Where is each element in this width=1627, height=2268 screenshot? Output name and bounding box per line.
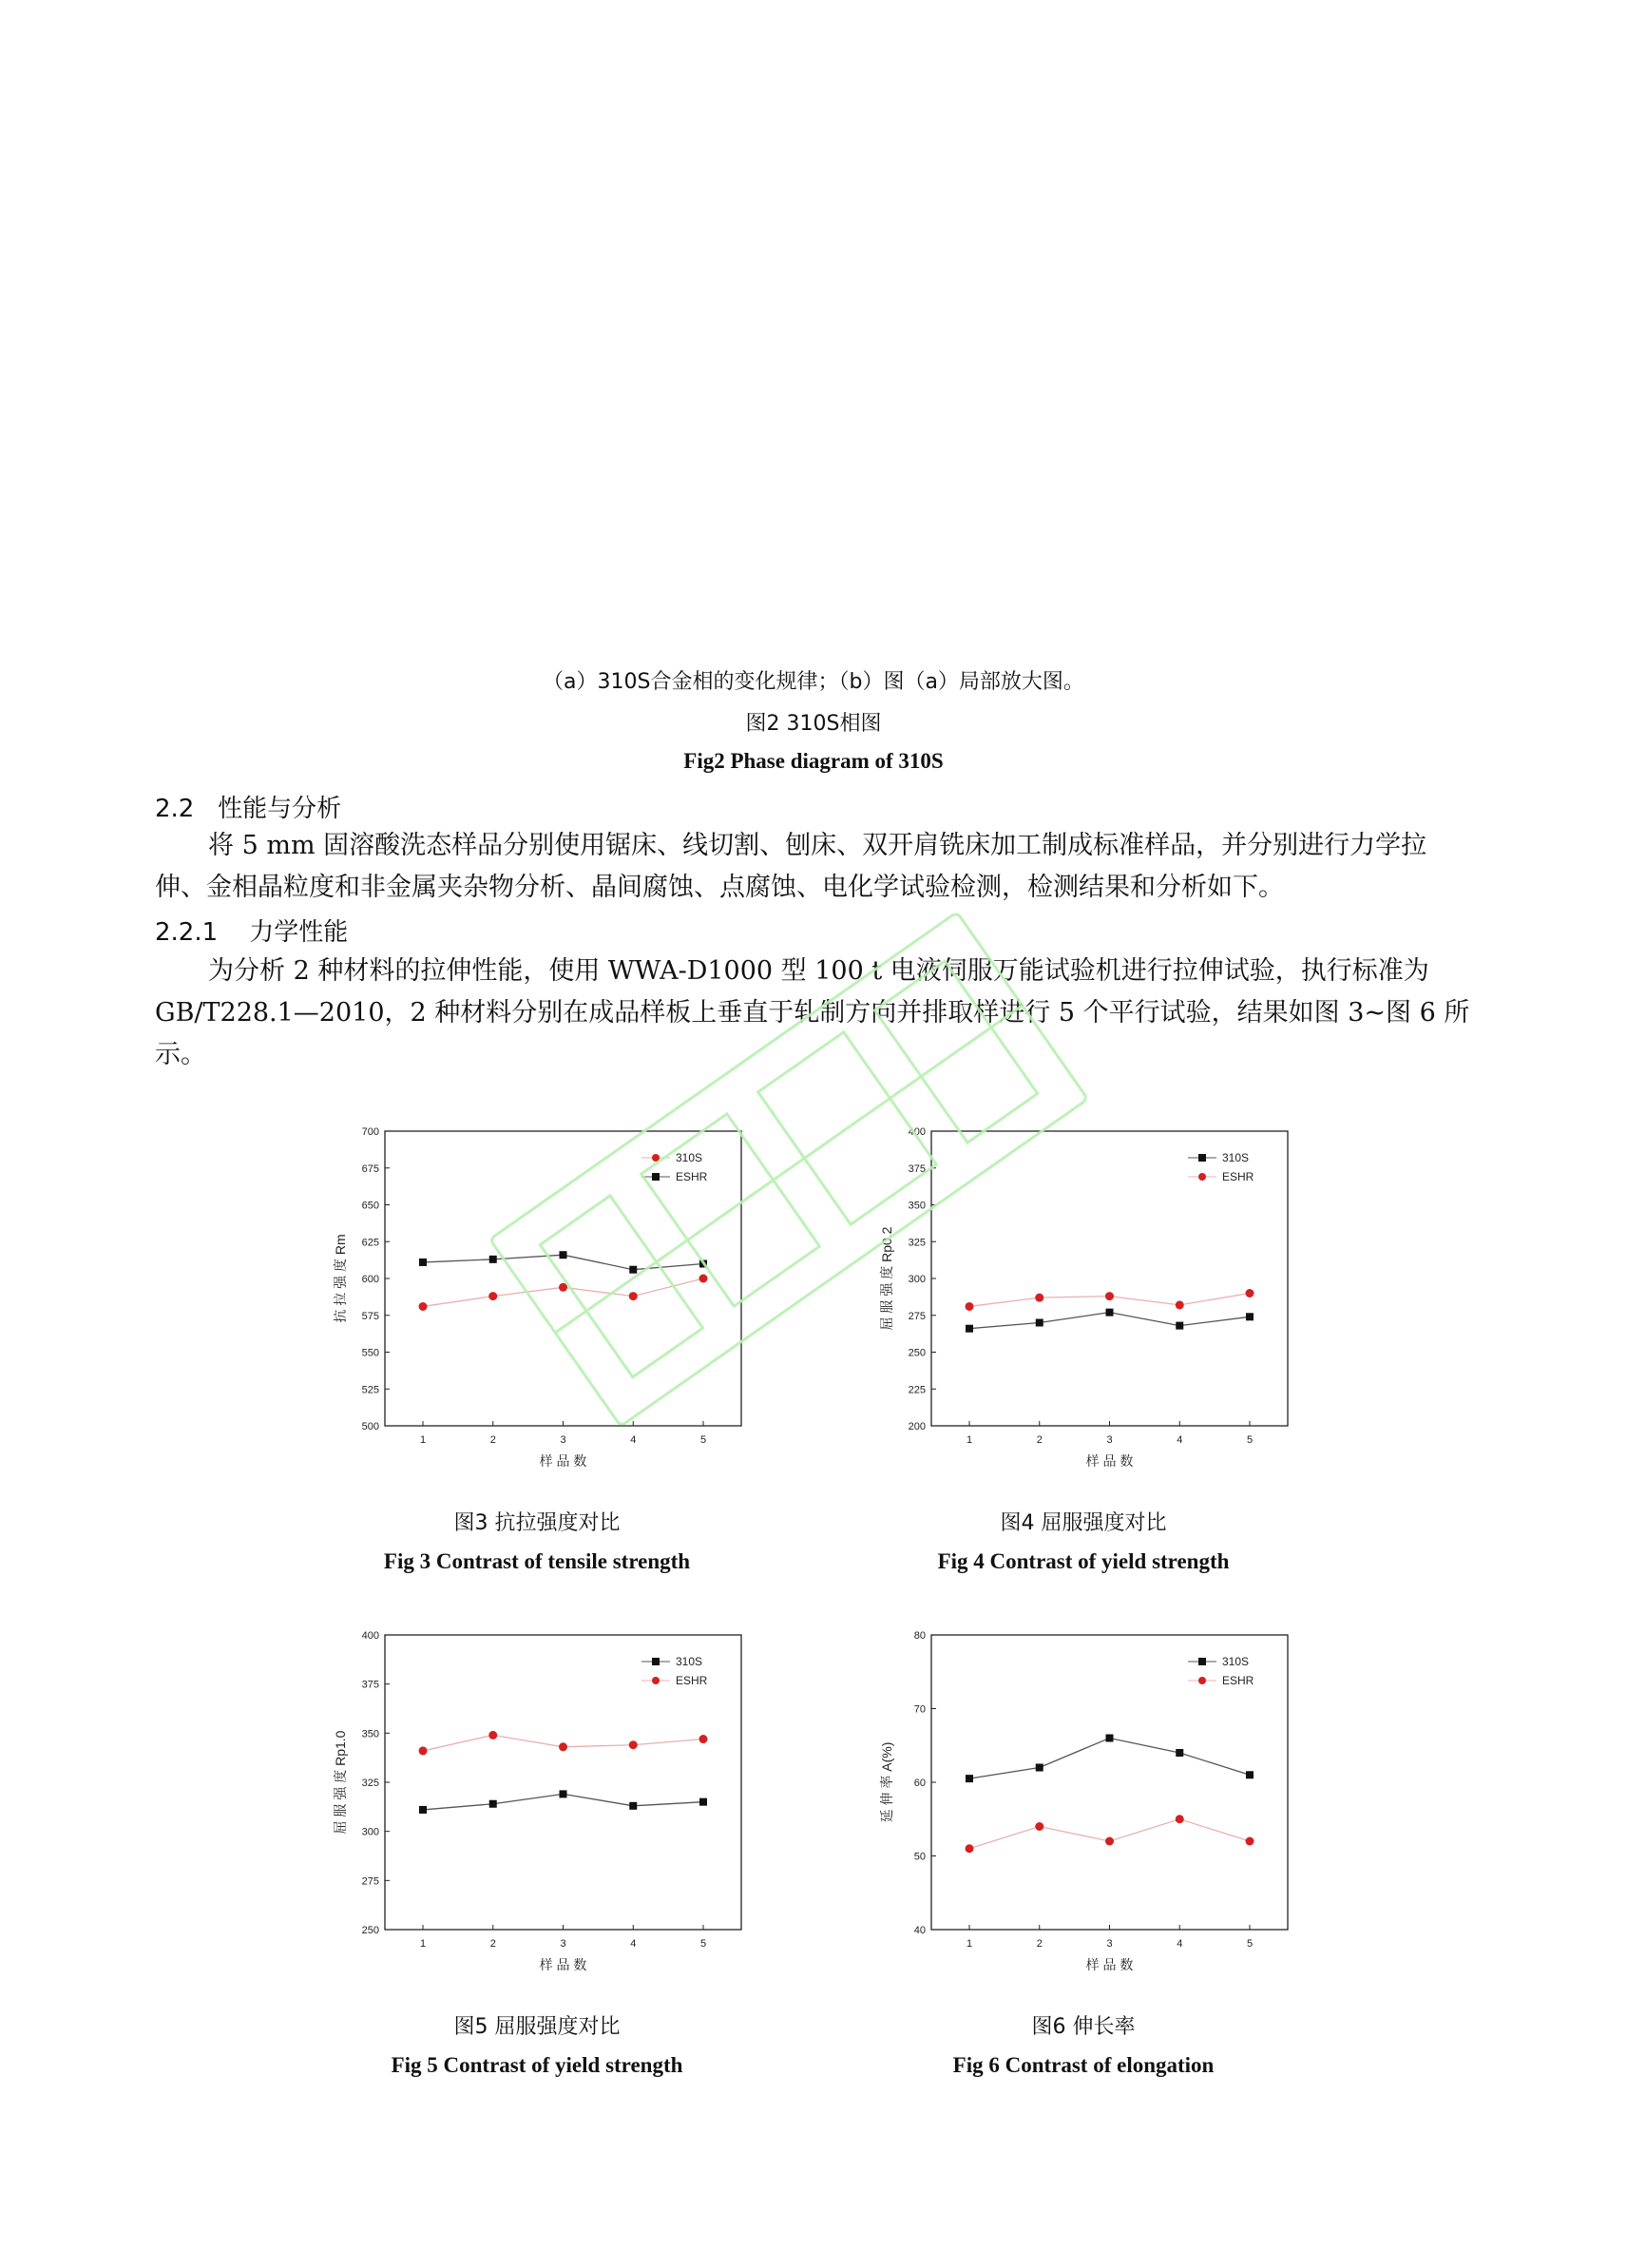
fig3-point-ESHR [699,1260,707,1268]
fig6-x-tick-label: 1 [966,1938,973,1950]
fig5-y-tick-label: 325 [361,1778,379,1789]
fig3-y-tick-label: 525 [361,1384,379,1396]
fig4-y-tick-label: 275 [908,1310,926,1322]
fig6-legend-label: ESHR [1222,1674,1254,1687]
fig5-point-310S [489,1800,497,1808]
subsection-title: 力学性能 [249,918,349,947]
fig4-legend-marker [1198,1154,1206,1162]
fig3-point-310S [559,1283,567,1292]
fig6-y-tick-label: 50 [913,1851,926,1863]
section-paragraph-2: 为分析 2 种材料的拉伸性能，使用 WWA-D1000 型 100 t 电液伺服万能试验机进行拉伸试验，执行标准为 GB/T228.1—2010，2 种材料分别在成品样板上垂直于轧制方向并排取样进行 5 个平行试验，结果如图 3~图 6 所示。 [155,956,1470,1069]
fig6-point-ESHR [1176,1815,1184,1823]
fig4-y-tick-label: 400 [908,1126,926,1138]
fig5-point-ESHR [629,1740,638,1749]
fig6-x-tick-label: 4 [1177,1938,1183,1950]
fig3-y-tick-label: 575 [361,1310,379,1322]
fig5-point-310S [699,1798,707,1806]
fig5-x-tick-label: 5 [699,1938,707,1950]
fig3-y-tick-label: 650 [361,1200,379,1212]
fig5-x-axis-label: 样 品 数 [539,1957,587,1972]
fig3-x-tick-label: 3 [560,1434,566,1446]
fig3-point-310S [699,1275,708,1283]
fig6-y-tick-label: 60 [913,1778,926,1789]
fig6-point-ESHR [1246,1837,1254,1846]
fig4-x-tick-label: 2 [1036,1434,1043,1446]
fig6-x-axis-label: 样 品 数 [1085,1957,1134,1972]
fig6-legend-marker [1198,1658,1206,1665]
fig5-legend-marker [652,1658,660,1665]
fig4-y-tick-label: 225 [908,1384,926,1396]
fig6-legend-label: 310S [1222,1655,1250,1668]
fig4-caption-cn: 图4 屈服强度对比 [1000,1511,1167,1535]
fig4-point-310S [966,1325,973,1333]
fig3-legend-marker [652,1154,660,1162]
subsection-heading [155,913,348,948]
fig3-x-tick-label: 1 [419,1434,427,1446]
fig4-x-tick-label: 5 [1246,1434,1254,1446]
fig5-y-tick-label: 400 [361,1630,379,1642]
fig5-legend-marker [652,1677,660,1684]
fig5-point-ESHR [488,1731,497,1739]
fig5-point-310S [560,1790,567,1797]
fig5-y-tick-label: 250 [361,1925,379,1936]
fig6-x-tick-label: 3 [1106,1938,1113,1950]
fig6-point-ESHR [966,1844,974,1853]
chart-fig6-elongation [860,1621,1307,1982]
fig6-point-310S [1176,1749,1183,1757]
fig6-y-tick-label: 80 [913,1630,926,1642]
fig4-legend-marker [1198,1173,1206,1181]
fig3-y-tick-label: 550 [361,1347,379,1359]
fig4-point-310S [1106,1309,1114,1317]
fig5-point-ESHR [699,1735,708,1743]
fig4-point-ESHR [1176,1300,1184,1309]
fig3-caption-cn: 图3 抗拉强度对比 [453,1511,621,1535]
phase-diagram-b [813,190,1383,637]
fig4-y-tick-label: 325 [908,1237,926,1249]
fig3-x-tick-label: 5 [699,1434,707,1446]
fig3-x-tick-label: 2 [489,1434,496,1446]
fig6-y-tick-label: 40 [913,1925,926,1936]
subsection-number: 2.2.1 [155,918,219,947]
fig4-point-ESHR [1246,1289,1254,1297]
fig4-y-axis-label: 屈 服 强 度 Rp0.2 [879,1226,894,1331]
fig3-point-310S [629,1292,638,1300]
fig3-point-ESHR [489,1256,497,1263]
fig5-caption-cn: 图5 屈服强度对比 [453,2015,621,2039]
fig6-point-ESHR [1105,1837,1114,1846]
fig4-y-tick-label: 300 [908,1274,926,1285]
fig5-point-310S [629,1802,637,1810]
phase-figure-caption-en: Fig2 Phase diagram of 310S [683,749,944,773]
fig4-legend-label: 310S [1222,1151,1250,1164]
fig6-point-310S [1036,1764,1043,1772]
chart-fig3-tensile [314,1117,760,1478]
fig6-series-line-310S [969,1739,1250,1779]
fig4-y-tick-label: 200 [908,1421,926,1432]
fig5-y-tick-label: 300 [361,1826,379,1838]
fig4-legend-label: ESHR [1222,1170,1254,1183]
fig3-y-tick-label: 600 [361,1274,379,1285]
fig3-y-tick-label: 700 [361,1126,379,1138]
fig3-y-tick-label: 625 [361,1237,379,1249]
fig3-point-ESHR [629,1266,637,1274]
fig6-point-310S [1106,1735,1114,1742]
fig5-point-ESHR [419,1746,428,1755]
fig3-point-310S [488,1292,497,1300]
fig6-point-310S [966,1775,973,1782]
phase-figure-caption-cn: 图2 310S相图 [745,712,882,736]
fig3-series-line-310S [423,1278,703,1306]
fig5-y-tick-label: 375 [361,1679,379,1691]
fig3-legend-marker [652,1173,660,1181]
fig3-y-tick-label: 675 [361,1163,379,1175]
chart-fig4-yield [860,1117,1307,1478]
fig4-x-axis-label: 样 品 数 [1085,1453,1134,1469]
fig4-point-ESHR [1035,1294,1043,1302]
fig3-x-tick-label: 4 [630,1434,637,1446]
section-number: 2.2 [155,795,195,823]
fig4-y-tick-label: 375 [908,1163,926,1175]
section-title: 性能与分析 [218,795,342,823]
fig4-caption-en: Fig 4 Contrast of yield strength [937,1549,1230,1573]
fig6-point-ESHR [1035,1822,1043,1831]
fig4-point-ESHR [966,1302,974,1311]
fig3-legend-label: 310S [676,1151,703,1164]
fig5-y-tick-label: 275 [361,1875,379,1888]
fig5-x-tick-label: 4 [630,1938,637,1950]
section-paragraph-1: 将 5 mm 固溶酸洗态样品分别使用锯床、线切割、刨床、双开肩铣床加工制成标准样品，并分别进行力学拉伸、金相晶粒度和非金属夹杂物分析、晶间腐蚀、点腐蚀、电化学试验检测，检测结果和分析如下。 [155,831,1427,902]
fig4-x-tick-label: 1 [966,1434,973,1446]
phase-figure-subcaption: （a）310S合金相的变化规律；（b）图（a）局部放大图。 [543,670,1084,694]
fig5-x-tick-label: 2 [489,1938,496,1950]
fig6-point-310S [1246,1771,1254,1778]
fig3-point-310S [419,1302,428,1311]
fig5-x-tick-label: 1 [419,1938,427,1950]
fig5-point-ESHR [559,1742,567,1751]
fig5-y-axis-label: 屈 服 强 度 Rp1.0 [333,1730,348,1835]
fig3-point-ESHR [419,1259,427,1266]
chart-fig5-yield [314,1621,760,1982]
fig3-y-tick-label: 500 [361,1421,379,1432]
fig6-caption-en: Fig 6 Contrast of elongation [952,2053,1215,2077]
fig3-y-axis-label: 抗 拉 强 度 Rm [333,1234,348,1323]
fig5-legend-label: ESHR [676,1674,708,1687]
fig4-x-tick-label: 4 [1177,1434,1183,1446]
fig5-y-tick-label: 350 [361,1728,379,1740]
fig3-point-ESHR [560,1251,567,1259]
fig4-y-tick-label: 350 [908,1200,926,1212]
fig5-legend-label: 310S [676,1655,703,1668]
section-heading [155,789,341,824]
phase-diagram-a [242,190,813,637]
fig3-x-axis-label: 样 品 数 [539,1453,587,1469]
fig6-y-tick-label: 70 [913,1703,926,1716]
fig4-point-310S [1176,1322,1183,1330]
fig4-x-tick-label: 3 [1106,1434,1113,1446]
fig4-y-tick-label: 250 [908,1347,926,1359]
fig6-caption-cn: 图6 伸长率 [1031,2015,1136,2039]
fig5-caption-en: Fig 5 Contrast of yield strength [391,2053,683,2077]
fig6-y-axis-label: 延 伸 率 A(%) [879,1741,894,1823]
fig6-x-tick-label: 2 [1036,1938,1043,1950]
fig4-point-310S [1036,1319,1043,1327]
fig3-caption-en: Fig 3 Contrast of tensile strength [383,1549,691,1573]
fig5-x-tick-label: 3 [560,1938,566,1950]
fig4-point-310S [1246,1313,1254,1320]
fig4-point-ESHR [1105,1292,1114,1300]
fig5-point-310S [419,1806,427,1814]
fig6-x-tick-label: 5 [1246,1938,1254,1950]
fig6-legend-marker [1198,1677,1206,1684]
fig3-legend-label: ESHR [676,1170,708,1183]
